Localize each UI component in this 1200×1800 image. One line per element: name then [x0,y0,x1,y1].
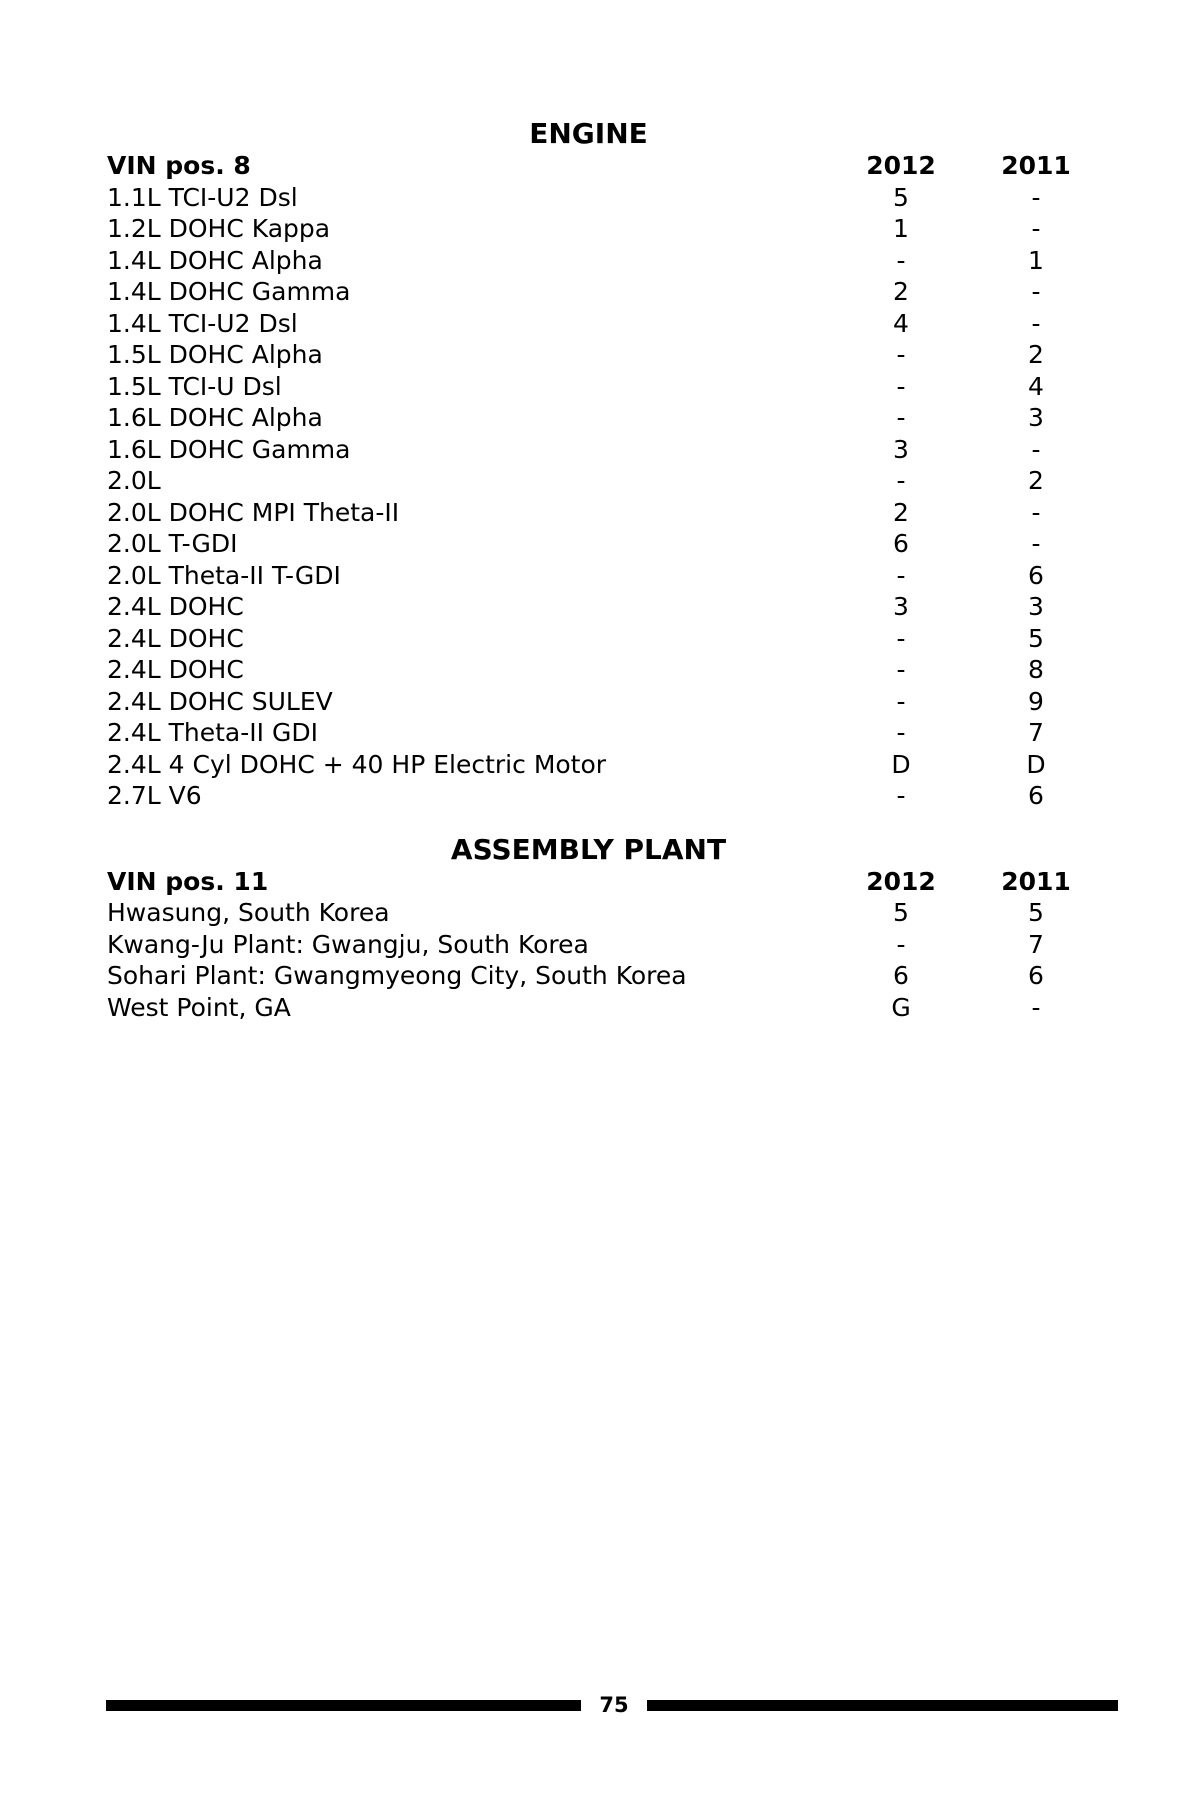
row-label: West Point, GA [107,992,291,1022]
engine-table-row [107,276,1070,308]
row-label: 1.5L TCI-U Dsl [107,371,282,401]
engine-table-row [107,717,1070,749]
page-number: 75 [599,1693,629,1717]
engine-table-row [107,402,1070,434]
assembly-plant-table-row [107,992,1070,1024]
row-value-2012: - [896,655,906,684]
row-value-2012: 2 [893,277,909,306]
engine-table-row [107,497,1070,529]
row-value-2011: - [1031,308,1041,338]
row-value-2012: - [896,623,906,653]
engine-table-row [107,339,1070,371]
row-value-2012: - [896,466,906,495]
row-value-2011: 6 [1028,961,1044,990]
row-value-2012: 6 [893,961,909,990]
row-label: 1.4L DOHC Gamma [107,277,351,306]
assembly-plant-table-row [107,897,1070,929]
row-value-2011: - [1031,277,1041,306]
engine-table-row [107,308,1070,340]
footer-rule-right [647,1700,1118,1711]
row-value-2011: 3 [1028,592,1044,621]
engine-table-row [107,654,1070,686]
engine-table-row [107,560,1070,592]
row-value-2011: - [1031,992,1041,1022]
engine-table-row [107,213,1070,245]
row-label: Hwasung, South Korea [107,898,390,927]
assembly-plant-section-title: ASSEMBLY PLANT [450,832,727,866]
row-label: 2.4L DOHC SULEV [107,686,333,716]
footer-rule-left [106,1700,581,1711]
row-value-2012: D [891,749,911,779]
row-value-2012: - [896,781,906,810]
row-value-2011: 5 [1028,623,1044,653]
row-value-2011: 1 [1028,245,1044,275]
engine-table-row [107,780,1070,812]
row-value-2011: 4 [1028,371,1044,401]
row-value-2012: - [896,718,906,747]
row-value-2012: - [896,403,906,432]
row-value-2012: 3 [893,592,909,621]
row-label: 1.4L TCI-U2 Dsl [107,308,298,338]
row-label: 2.7L V6 [107,781,202,810]
engine-section-title: ENGINE [529,117,648,150]
engine-header-label: VIN pos. 8 [107,151,251,180]
row-value-2011: 2 [1028,340,1044,369]
assembly-plant-table-body [107,897,1070,1023]
row-value-2012: - [896,929,906,959]
row-value-2012: 5 [893,182,909,212]
assembly-plant-header-2012: 2012 [866,866,936,896]
row-label: 1.6L DOHC Alpha [107,403,323,432]
row-label: 2.4L 4 Cyl DOHC + 40 HP Electric Motor [107,749,607,779]
row-value-2012: - [896,340,906,369]
page-footer [106,1690,1118,1720]
row-label: 1.1L TCI-U2 Dsl [107,182,298,212]
row-value-2011: - [1031,529,1041,558]
engine-table-row [107,749,1070,781]
engine-table-row [107,371,1070,403]
row-value-2011: - [1031,497,1041,527]
row-label: 2.4L DOHC [107,592,244,621]
row-value-2011: D [1026,749,1046,779]
assembly-plant-table-row [107,960,1070,992]
row-value-2012: G [891,992,911,1022]
row-value-2011: - [1031,182,1041,212]
row-label: Kwang-Ju Plant: Gwangju, South Korea [107,929,589,959]
engine-header-2011: 2011 [1001,151,1071,180]
row-value-2011: 3 [1028,403,1044,432]
row-value-2012: 6 [893,529,909,558]
assembly-plant-table-row [107,929,1070,961]
engine-table-body [107,182,1070,812]
engine-table-row [107,623,1070,655]
row-label: 2.4L Theta-II GDI [107,718,318,747]
row-value-2012: - [896,686,906,716]
row-value-2011: - [1031,434,1041,464]
row-label: Sohari Plant: Gwangmyeong City, South Korea [107,961,687,990]
row-label: 1.6L DOHC Gamma [107,434,351,464]
row-value-2012: 3 [893,434,909,464]
engine-table-row [107,591,1070,623]
row-value-2012: 4 [893,308,909,338]
row-value-2012: - [896,371,906,401]
row-value-2011: - [1031,214,1041,243]
row-label: 1.2L DOHC Kappa [107,214,331,243]
assembly-plant-header-2011: 2011 [1001,866,1071,896]
row-value-2012: 1 [893,214,909,243]
row-label: 2.4L DOHC [107,655,244,684]
page-content [107,118,1070,1023]
row-value-2012: 5 [893,898,909,927]
row-value-2011: 6 [1028,560,1044,590]
engine-table-row [107,686,1070,718]
assembly-plant-header-label: VIN pos. 11 [107,866,269,896]
row-value-2011: 7 [1028,718,1044,747]
row-value-2011: 6 [1028,781,1044,810]
engine-table-row [107,528,1070,560]
row-value-2011: 9 [1028,686,1044,716]
assembly-plant-table-header [107,866,1070,898]
row-value-2011: 2 [1028,466,1044,495]
engine-table-header [107,150,1070,182]
row-value-2012: 2 [893,497,909,527]
row-label: 1.5L DOHC Alpha [107,340,323,369]
engine-table-row [107,465,1070,497]
row-value-2011: 7 [1028,929,1044,959]
engine-table-row [107,434,1070,466]
row-label: 2.0L [107,466,161,495]
row-label: 2.0L Theta-II T-GDI [107,560,341,590]
row-label: 2.0L DOHC MPI Theta-II [107,497,400,527]
engine-table-row [107,245,1070,277]
row-value-2012: - [896,560,906,590]
row-label: 1.4L DOHC Alpha [107,245,323,275]
row-label: 2.4L DOHC [107,623,244,653]
row-value-2012: - [896,245,906,275]
row-value-2011: 5 [1028,898,1044,927]
engine-header-2012: 2012 [866,151,936,180]
engine-table-row [107,182,1070,214]
row-value-2011: 8 [1028,655,1044,684]
row-label: 2.0L T-GDI [107,529,238,558]
